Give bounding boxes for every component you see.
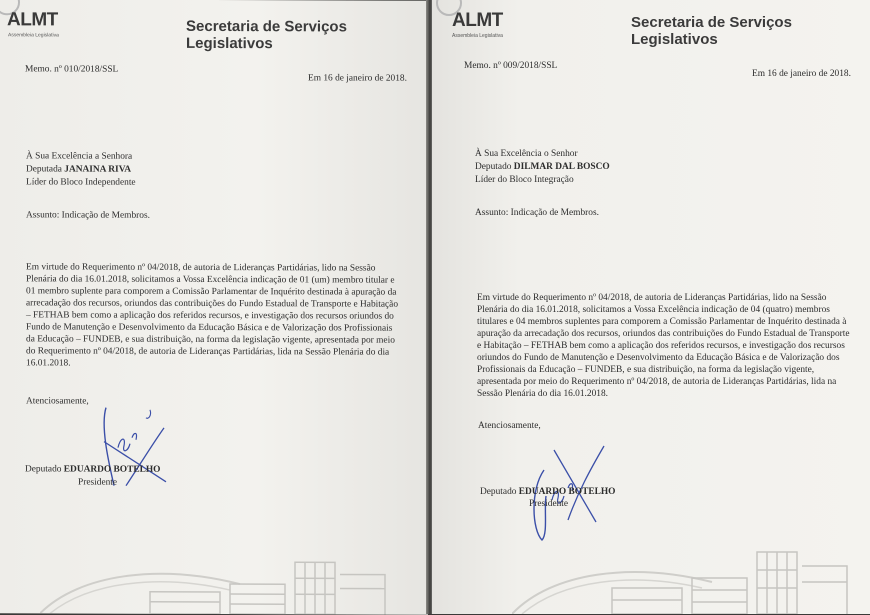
signer-prefix: Deputado bbox=[480, 487, 516, 497]
signer-name: EDUARDO BOTELHO bbox=[519, 487, 616, 497]
body-line: Sessão Plenária do dia 16.01.2018. bbox=[477, 388, 861, 400]
almt-logo: ALMT bbox=[452, 10, 503, 32]
subject-line: Assunto: Indicação de Membros. bbox=[475, 207, 599, 219]
salutation: À Sua Excelência a Senhora bbox=[26, 150, 132, 162]
body-line: 16.01.2018. bbox=[26, 357, 419, 370]
recipient-name: DILMAR DAL BOSCO bbox=[514, 162, 610, 172]
body-line: Plenária do dia 16.01.2018, solicitamos a Vossa Excelência indicação de 01 (um) membro titular e bbox=[26, 273, 419, 286]
signer-line bbox=[25, 463, 160, 475]
logo-subtitle: Assembleia Legislativa bbox=[452, 33, 503, 39]
body-line: arrecadação dos recursos, oriundos das contribuições do Fundo Estadual de Transporte e Habitação bbox=[26, 297, 419, 310]
letter-body bbox=[477, 292, 861, 400]
body-line: Em virtude do Requerimento nº 04/2018, de autoria de Lideranças Partidárias, lido na Sessão bbox=[26, 261, 419, 274]
header-title: Secretaria de Serviços Legislativos bbox=[631, 14, 870, 48]
recipient-line bbox=[26, 163, 131, 175]
almt-logo: ALMT bbox=[7, 9, 58, 31]
recipient-prefix: Deputada bbox=[26, 164, 62, 174]
building-watermark bbox=[512, 542, 862, 614]
body-line: Em virtude do Requerimento nº 04/2018, de autoria de Lideranças Partidárias, lido na Sessão bbox=[477, 292, 861, 304]
salutation: À Sua Excelência o Senhor bbox=[475, 148, 578, 160]
signer-role: Presidente bbox=[78, 477, 117, 489]
recipient-prefix: Deputado bbox=[475, 162, 511, 172]
left-letter-page bbox=[0, 0, 428, 615]
closing: Atenciosamente, bbox=[26, 395, 89, 407]
building-watermark bbox=[40, 553, 400, 614]
body-line: apresentada por meio do Requerimento nº 04/2018, de autoria de Lideranças Partidárias, lida na bbox=[477, 376, 861, 388]
body-line: 01 membro suplente para comporem a Comissão Parlamentar de Inquérito destinada à apuração da bbox=[26, 285, 419, 298]
memo-number: Memo. nº 009/2018/SSL bbox=[464, 60, 557, 72]
letter-date: Em 16 de janeiro de 2018. bbox=[308, 72, 407, 84]
recipient-role: Líder do Bloco Integração bbox=[475, 174, 574, 186]
signer-role: Presidente bbox=[529, 498, 568, 510]
body-line: Fundo de Manutenção e Desenvolvimento da Educação Básica e de Valorização dos Profissionais bbox=[26, 321, 419, 334]
body-line: – FETHAB bem como a aplicação dos referidos recursos, e investigação dos recursos oriundos do bbox=[26, 309, 419, 322]
letter-date: Em 16 de janeiro de 2018. bbox=[752, 68, 851, 80]
letter-body bbox=[26, 261, 419, 370]
subject-line: Assunto: Indicação de Membros. bbox=[26, 209, 150, 221]
body-line: e Habitação – FETHAB bem como a aplicação dos referidos recursos, e investigação dos recursos bbox=[477, 340, 861, 352]
body-line: Plenária do dia 16.01.2018, solicitamos a Vossa Excelência indicação de 04 (quatro) membros bbox=[477, 304, 861, 316]
logo-subtitle: Assembleia Legislativa bbox=[8, 32, 59, 38]
body-line: da Educação – FUNDEB, e sua distribuição, na forma da legislação vigente, apresentada por meio bbox=[26, 333, 419, 346]
signer-prefix: Deputado bbox=[25, 464, 61, 474]
recipient-name: JANAINA RIVA bbox=[64, 164, 131, 174]
signer-name: EDUARDO BOTELHO bbox=[64, 464, 161, 474]
closing: Atenciosamente, bbox=[478, 420, 541, 432]
right-letter-page bbox=[432, 0, 870, 614]
body-line: apuração da arrecadação dos recursos, oriundos das contribuições do Fundo Estadual de Transporte bbox=[477, 328, 861, 340]
memo-number: Memo. nº 010/2018/SSL bbox=[25, 63, 118, 75]
header-title: Secretaria de Serviços Legislativos bbox=[186, 18, 428, 53]
signer-line bbox=[480, 486, 615, 498]
body-line: oriundos do Fundo de Manutenção e Desenvolvimento da Educação Básica e de Valorização dos bbox=[477, 352, 861, 364]
recipient-role: Líder do Bloco Independente bbox=[26, 176, 136, 188]
body-line: do Requerimento nº 04/2018, de autoria de Lideranças Partidárias, lida na Sessão Plenária do dia bbox=[26, 345, 419, 358]
body-line: Profissionais da Educação – FUNDEB, e sua distribuição, na forma da legislação vigente, bbox=[477, 364, 861, 376]
body-line: titulares e 04 membros suplentes para comporem a Comissão Parlamentar de Inquérito destinada à bbox=[477, 316, 861, 328]
recipient-line bbox=[475, 161, 610, 173]
